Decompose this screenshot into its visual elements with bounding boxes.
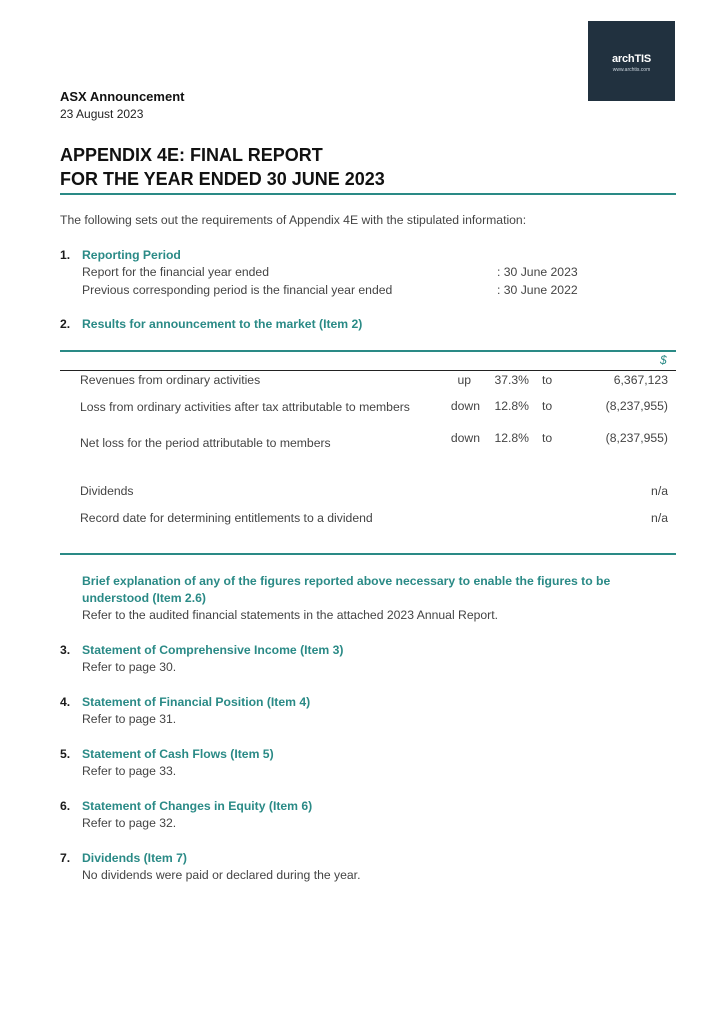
results-row-label: Loss from ordinary activities after tax attributable to members <box>80 400 410 414</box>
results-row-percent: 12.8% <box>494 431 529 445</box>
section-4-text: Refer to page 31. <box>82 712 177 726</box>
results-row-direction: up <box>457 373 471 387</box>
results-row-amount: (8,237,955) <box>605 431 668 445</box>
record-date-value: n/a <box>651 511 668 525</box>
previous-period-label: Previous corresponding period is the financial year ended <box>82 283 393 297</box>
logo-name: archTIS <box>612 53 651 65</box>
reporting-period-label: Report for the financial year ended <box>82 265 269 279</box>
page-title <box>60 143 385 191</box>
section-3-number: 3. <box>60 643 71 657</box>
section-7-text: No dividends were paid or declared during the year. <box>82 868 361 882</box>
results-row-amount: 6,367,123 <box>613 373 668 387</box>
section-5-number: 5. <box>60 747 71 761</box>
section-2-number: 2. <box>60 317 71 331</box>
title-divider <box>60 193 676 195</box>
results-row-to: to <box>542 399 553 413</box>
logo-url: www.archtis.com <box>612 67 651 73</box>
reporting-period-value: : 30 June 2023 <box>497 265 578 279</box>
section-6-heading: Statement of Changes in Equity (Item 6) <box>82 799 313 813</box>
section-3-text: Refer to page 30. <box>82 660 177 674</box>
results-row-to: to <box>542 373 553 387</box>
section-1-number: 1. <box>60 248 71 262</box>
results-row-direction: down <box>450 431 480 445</box>
section-5-heading: Statement of Cash Flows (Item 5) <box>82 747 274 761</box>
section-6-text: Refer to page 32. <box>82 816 177 830</box>
section-3-heading: Statement of Comprehensive Income (Item 3) <box>82 643 344 657</box>
title-line-1: APPENDIX 4E: FINAL REPORT <box>60 145 323 165</box>
section-7-number: 7. <box>60 851 71 865</box>
table-top-rule <box>60 350 676 352</box>
section-2-heading: Results for announcement to the market (Item 2) <box>82 317 363 331</box>
results-row-direction: down <box>450 399 480 413</box>
explanation-text: Refer to the audited financial statements in the attached 2023 Annual Report. <box>82 608 499 622</box>
results-row-to: to <box>542 431 553 445</box>
section-6-number: 6. <box>60 799 71 813</box>
announcement-date: 23 August 2023 <box>60 107 144 121</box>
section-7-heading: Dividends (Item 7) <box>82 851 187 865</box>
dividends-label: Dividends <box>80 484 134 498</box>
results-row-label: Net loss for the period attributable to members <box>80 436 331 450</box>
title-line-2: FOR THE YEAR ENDED 30 JUNE 2023 <box>60 169 385 189</box>
section-5-text: Refer to page 33. <box>82 764 177 778</box>
section-1-heading: Reporting Period <box>82 248 181 262</box>
intro-text: The following sets out the requirements of Appendix 4E with the stipulated information: <box>60 213 527 227</box>
record-date-label: Record date for determining entitlements to a dividend <box>80 511 373 525</box>
section-4-number: 4. <box>60 695 71 709</box>
company-logo <box>588 21 675 101</box>
dividends-value: n/a <box>651 484 668 498</box>
section-4-heading: Statement of Financial Position (Item 4) <box>82 695 311 709</box>
announcement-label: ASX Announcement <box>60 89 185 104</box>
table-header-rule <box>60 370 676 371</box>
table-bottom-rule <box>60 553 676 555</box>
currency-header: $ <box>660 353 667 367</box>
explanation-heading: Brief explanation of any of the figures reported above necessary to enable the figures to be understood (Item 2.6) <box>82 574 611 605</box>
previous-period-value: : 30 June 2022 <box>497 283 578 297</box>
results-row-percent: 12.8% <box>494 399 529 413</box>
results-row-percent: 37.3% <box>494 373 529 387</box>
results-row-amount: (8,237,955) <box>605 399 668 413</box>
results-row-label: Revenues from ordinary activities <box>80 373 261 387</box>
